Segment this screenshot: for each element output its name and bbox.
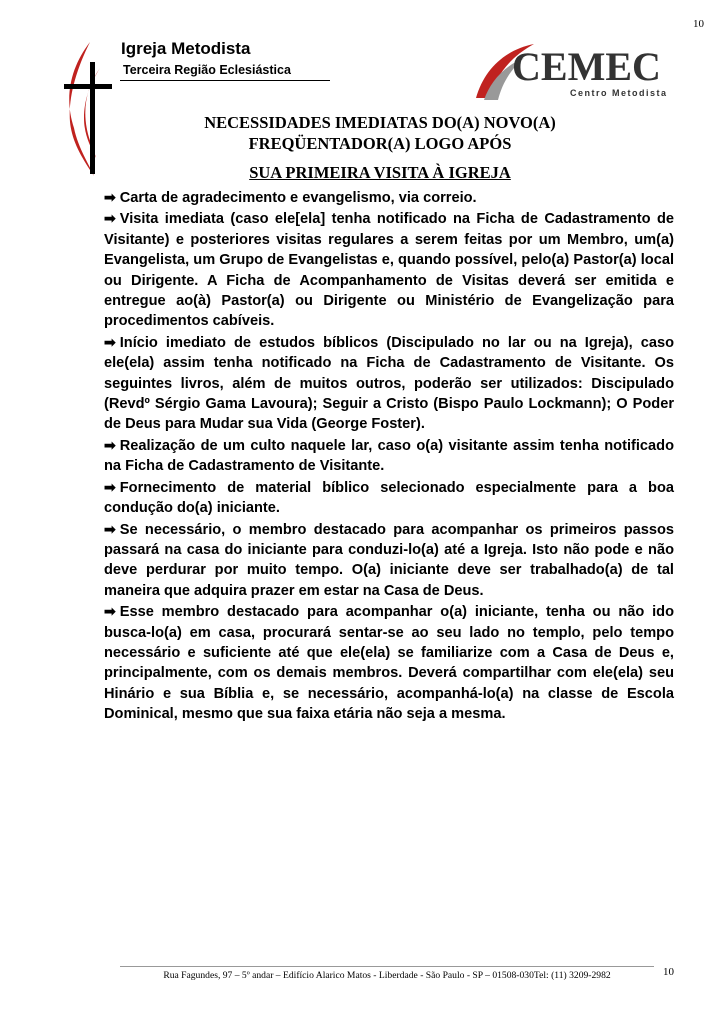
right-arrow-icon: ➡ xyxy=(104,189,116,205)
org-region: Terceira Região Eclesiástica xyxy=(123,63,291,77)
title-line-2: FREQÜENTADOR(A) LOGO APÓS xyxy=(248,134,512,153)
right-arrow-icon: ➡ xyxy=(104,478,116,495)
header-divider xyxy=(120,80,330,81)
page-number-top: 10 xyxy=(693,18,704,30)
cross-flame-icon xyxy=(60,38,112,178)
right-arrow-icon: ➡ xyxy=(104,210,116,227)
footer-divider xyxy=(120,966,654,967)
org-name: Igreja Metodista xyxy=(121,39,251,58)
title-line-1: NECESSIDADES IMEDIATAS DO(A) NOVO(A) xyxy=(204,113,556,132)
cemec-logo-text: CEMEC xyxy=(512,44,661,89)
list-item: ➡ Fornecimento de material bíblico selecionado especialmente para a boa condução do(a) iniciante. xyxy=(104,478,674,517)
right-arrow-icon: ➡ xyxy=(104,520,116,537)
right-arrow-icon: ➡ xyxy=(104,436,116,453)
right-arrow-icon: ➡ xyxy=(104,333,116,350)
cemec-logo xyxy=(470,40,680,104)
list-item: ➡ Carta de agradecimento e evangelismo, via correio. xyxy=(104,189,477,206)
cemec-logo-tagline: Centro Metodista xyxy=(570,88,668,98)
list-item: ➡ Visita imediata (caso ele[ela] tenha notificado na Ficha de Cadastramento de Visitante) e posteriores visitas regulares a serem feitas por um Membro, um(a) Evangelista, um Grupo de Evangelistas e, quando possível, pelo(a) Pastor(a) local ou Dirigente. A Ficha de Acompanhamento de Visitas deverá ser emitida e entregue ao(à) Pastor(a) ou Dirigente ou Ministério de Evangelização para procedimentos cabíveis. xyxy=(104,210,674,330)
body-text xyxy=(104,187,674,725)
list-item: ➡ Esse membro destacado para acompanhar o(a) iniciante, tenha ou não ido busca-lo(a) em casa, procurará sentar-se ao seu lado no templo, pelo tempo necessário e suficiente até que ele(ela) se familiarize com a Casa de Deus e, principalmente, com os demais membros. Deverá compartilhar com ele(ela) seu Hinário e sua Bíblia e, se necessário, acompanhá-lo(a) na classe de Escola Dominical, mesmo que sua faixa etária não seja a mesma. xyxy=(104,603,674,723)
list-item: ➡ Se necessário, o membro destacado para acompanhar os primeiros passos passará na casa do iniciante para conduzi-lo(a) até a Igreja. Isto não pode e não deve perdurar por muito tempo. O(a) iniciante deve ser trabalhado(a) de tal maneira que adquira prazer em estar na Casa de Deus. xyxy=(104,520,674,599)
list-item: ➡ Início imediato de estudos bíblicos (Discipulado no lar ou na Igreja), caso ele(ela) assim tenha notificado na Ficha de Cadastramento de Visitante. Os seguintes livros, além de muitos outros, poderão ser utilizados: Discipulado (Revdº Sérgio Gama Lavoura); Seguir a Cristo (Bispo Paulo Lockmann); O Poder de Deus para Mudar sua Vida (George Foster). xyxy=(104,333,674,433)
list-item: ➡ Realização de um culto naquele lar, caso o(a) visitante assim tenha notificado na Ficha de Cadastramento de Visitante. xyxy=(104,436,674,475)
right-arrow-icon: ➡ xyxy=(104,603,116,620)
title-line-3: SUA PRIMEIRA VISITA À IGREJA xyxy=(249,163,511,182)
page-number-bottom: 10 xyxy=(663,966,674,978)
footer-address: Rua Fagundes, 97 – 5º andar – Edifício Alarico Matos - Liberdade - São Paulo - SP – 01508-030Tel: (11) 3209-2982 xyxy=(163,970,611,981)
